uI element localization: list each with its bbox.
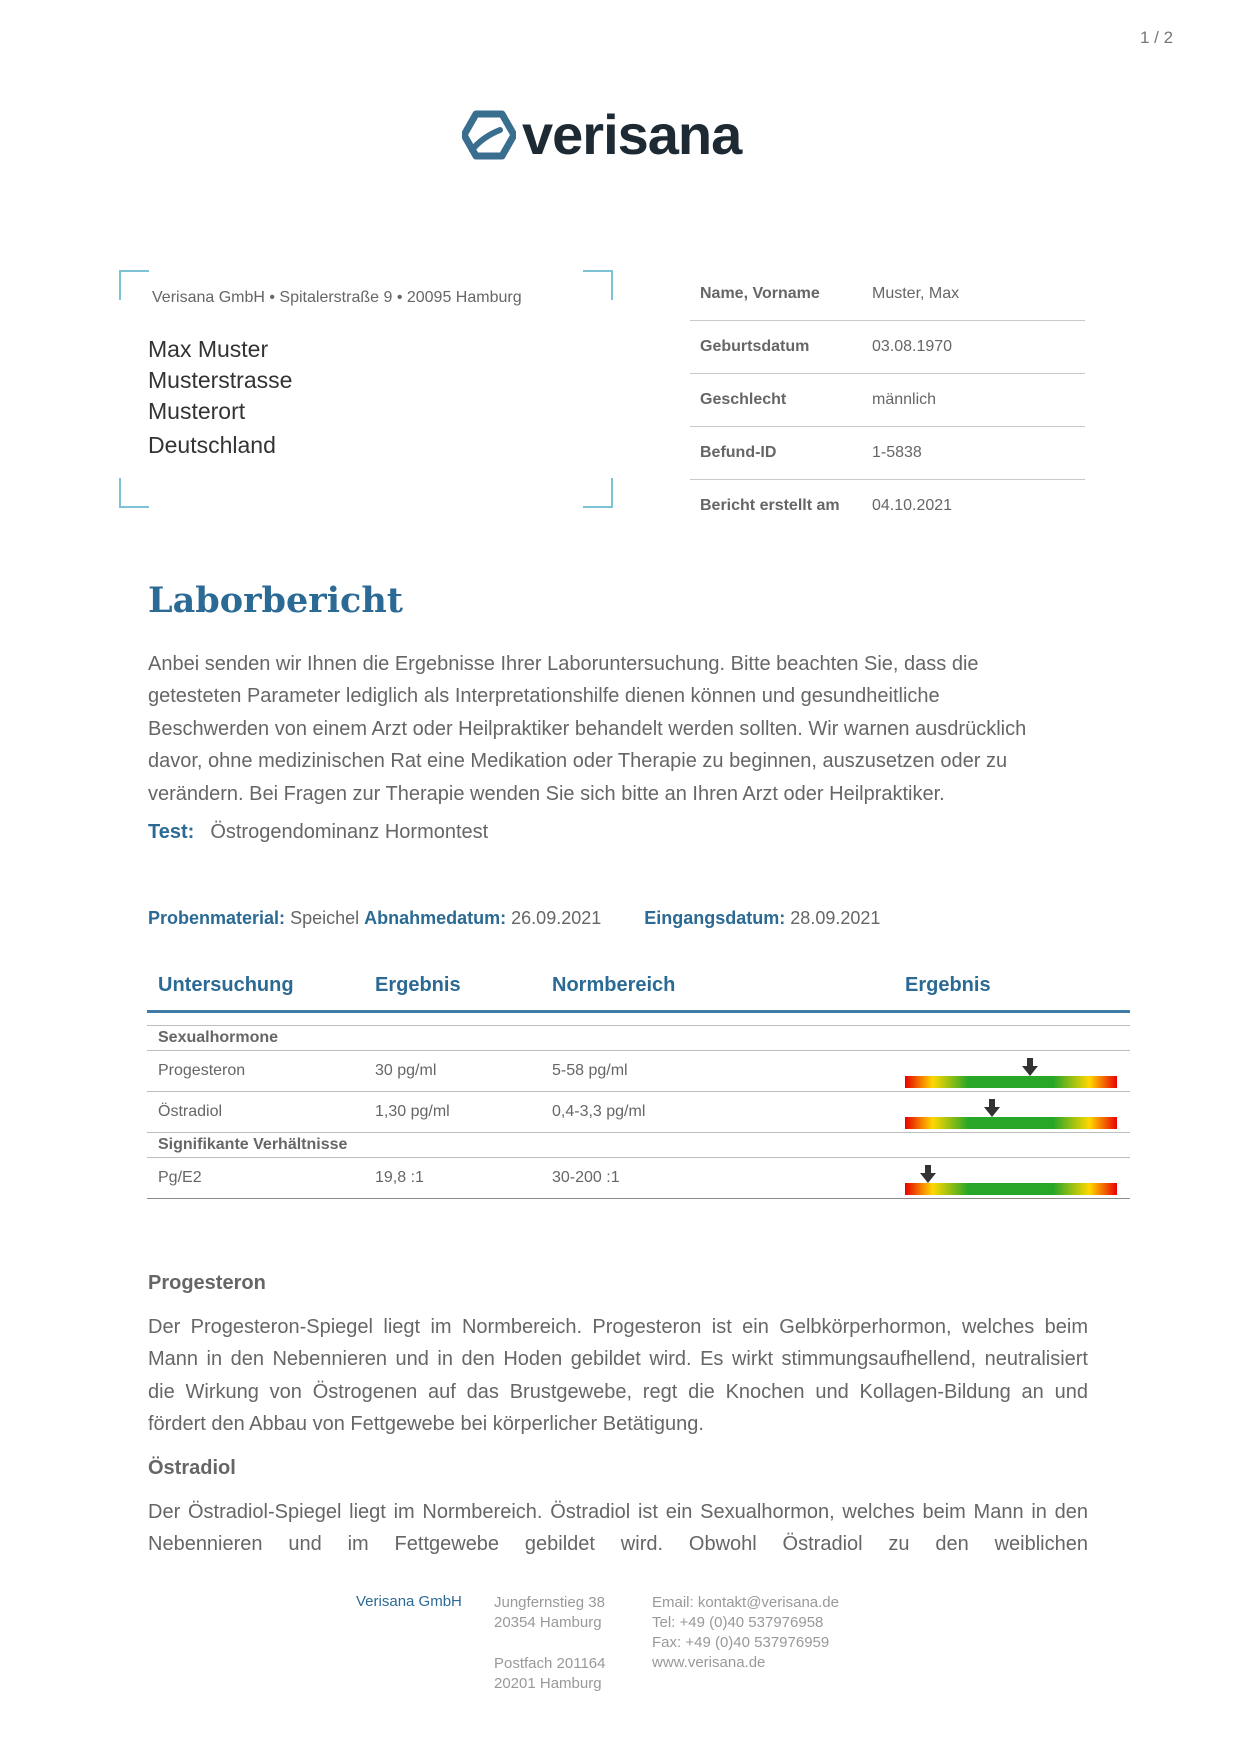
section-heading-oestradiol: Östradiol <box>148 1457 236 1479</box>
patient-info-row <box>690 480 1085 532</box>
row-range: 5-58 pg/ml <box>552 1062 628 1079</box>
section-heading-progesteron: Progesteron <box>148 1272 266 1294</box>
recipient-address <box>148 334 292 461</box>
row-result: 1,30 pg/ml <box>375 1103 450 1120</box>
paragraph-line: fördert den Abbau von Fettgewebe bei körperlicher Betätigung. <box>148 1413 704 1436</box>
footer-email: Email: kontakt@verisana.de <box>652 1594 839 1611</box>
table-row <box>147 1158 1130 1199</box>
address-window-corner-bottom-left <box>119 478 149 508</box>
section-heading: Sexualhormone <box>147 1026 1130 1051</box>
arrow-down-icon <box>1022 1058 1038 1076</box>
row-test: Pg/E2 <box>158 1169 202 1186</box>
test-label: Test: <box>148 821 195 843</box>
arrow-down-icon <box>920 1165 936 1183</box>
footer-address-line: Jungfernstieg 38 <box>494 1594 605 1611</box>
patient-info-row <box>690 321 1085 374</box>
verisana-hexagon-icon <box>462 110 516 160</box>
patient-info-label: Bericht erstellt am <box>700 497 840 514</box>
address-window-corner-top-right <box>583 270 613 300</box>
recipient-street: Musterstrasse <box>148 367 293 393</box>
row-test: Östradiol <box>158 1103 223 1120</box>
result-indicator-bar <box>905 1076 1117 1088</box>
intro-line: Beschwerden von einem Arzt oder Heilpraktiker behandelt werden sollten. Wir warnen ausdrücklich <box>148 717 1027 740</box>
patient-info-value: 04.10.2021 <box>872 497 953 514</box>
patient-info-label: Befund-ID <box>700 444 777 461</box>
header-result: Ergebnis <box>375 974 461 996</box>
row-result: 19,8 :1 <box>375 1169 424 1186</box>
recipient-city: Musterort <box>148 398 246 424</box>
row-test: Progesteron <box>158 1062 246 1079</box>
header-range: Normbereich <box>552 974 676 996</box>
results-table <box>147 960 1130 1199</box>
row-range: 30-200 :1 <box>552 1169 620 1186</box>
test-line <box>148 821 488 844</box>
recipient-country: Deutschland <box>148 432 276 458</box>
logo-text: verisana <box>522 103 742 166</box>
patient-info-value: Muster, Max <box>872 285 960 302</box>
sample-collection-value: 26.09.2021 <box>511 908 602 928</box>
table-row <box>147 1051 1130 1092</box>
verisana-logo <box>462 104 741 166</box>
footer-postbox-line: Postfach 201164 <box>494 1655 606 1672</box>
sample-material-value: Speichel <box>290 908 360 928</box>
table-row <box>147 1092 1130 1133</box>
row-result: 30 pg/ml <box>375 1062 437 1079</box>
footer-company: Verisana GmbH <box>356 1593 462 1610</box>
report-title: Laborbericht <box>148 580 403 621</box>
oestradiol-paragraph <box>148 1496 1088 1561</box>
sample-info <box>148 908 880 929</box>
paragraph-line: Der Progesteron-Spiegel liegt im Normbereich. Progesteron ist ein Gelbkörperhormon, welches beim <box>148 1316 1088 1338</box>
intro-paragraph <box>148 648 1088 810</box>
address-window-corner-bottom-right <box>583 478 613 508</box>
footer-address <box>494 1593 605 1633</box>
row-range: 0,4-3,3 pg/ml <box>552 1103 646 1120</box>
result-indicator-bar <box>905 1117 1117 1129</box>
sample-collection-label: Abnahmedatum: <box>364 908 507 928</box>
page-number: 1 / 2 <box>1140 28 1174 47</box>
patient-info-value: 03.08.1970 <box>872 338 953 355</box>
arrow-down-icon <box>984 1099 1000 1117</box>
sample-material-label: Probenmaterial: <box>148 908 286 928</box>
footer-phone: Tel: +49 (0)40 537976958 <box>652 1614 824 1631</box>
footer-fax: Fax: +49 (0)40 537976959 <box>652 1634 830 1651</box>
footer-contact <box>652 1593 839 1673</box>
progesteron-paragraph <box>148 1311 1088 1441</box>
paragraph-line: Nebennieren und im Fettgewebe gebildet wird. Obwohl Östradiol zu den weiblichen <box>148 1533 1088 1556</box>
paragraph-line: Mann in den Nebennieren und in den Hoden gebildet wird. Es wirkt stimmungsaufhellend, neutralisiert <box>148 1348 1088 1371</box>
patient-info-table <box>690 268 1085 532</box>
sample-received-value: 28.09.2021 <box>790 908 881 928</box>
sender-address: Verisana GmbH • Spitalerstraße 9 • 20095 Hamburg <box>152 289 522 306</box>
paragraph-line: die Wirkung von Östrogenen auf das Brustgewebe, regt die Knochen und Kollagen-Bildung an und <box>148 1380 1088 1403</box>
footer-postbox <box>494 1654 605 1694</box>
patient-info-row <box>690 374 1085 427</box>
patient-info-value: männlich <box>872 391 937 408</box>
paragraph-line: Der Östradiol-Spiegel liegt im Normbereich. Östradiol ist ein Sexualhormon, welches beim Mann in den <box>148 1501 1088 1523</box>
address-window-corner-top-left <box>119 270 149 300</box>
section-heading: Signifikante Verhältnisse <box>147 1133 1130 1158</box>
footer-address-line: 20354 Hamburg <box>494 1614 602 1631</box>
patient-info-value: 1-5838 <box>872 444 922 461</box>
footer-postbox-line: 20201 Hamburg <box>494 1675 602 1692</box>
intro-line: davor, ohne medizinischen Rat eine Medikation oder Therapie zu beginnen, auszusetzen oder zu <box>148 750 1008 773</box>
patient-info-label: Geschlecht <box>700 391 787 408</box>
intro-line: getesteten Parameter lediglich als Interpretationshilfe dienen können und gesundheitliche <box>148 685 940 708</box>
results-table-header <box>147 960 1130 1013</box>
test-value: Östrogendominanz Hormontest <box>210 821 489 843</box>
recipient-name: Max Muster <box>148 336 269 362</box>
intro-line: Anbei senden wir Ihnen die Ergebnisse Ihrer Laboruntersuchung. Bitte beachten Sie, dass die <box>148 653 979 675</box>
patient-info-label: Geburtsdatum <box>700 338 810 355</box>
patient-info-row <box>690 268 1085 321</box>
result-indicator-bar <box>905 1183 1117 1195</box>
patient-info-label: Name, Vorname <box>700 285 820 302</box>
patient-info-row <box>690 427 1085 480</box>
footer-website: www.verisana.de <box>652 1654 766 1671</box>
intro-line: verändern. Bei Fragen zur Therapie wenden Sie sich bitte an Ihren Arzt oder Heilpraktiker. <box>148 782 945 805</box>
sample-received-label: Eingangsdatum: <box>644 908 786 928</box>
header-test: Untersuchung <box>158 974 294 996</box>
header-indicator: Ergebnis <box>905 974 991 996</box>
